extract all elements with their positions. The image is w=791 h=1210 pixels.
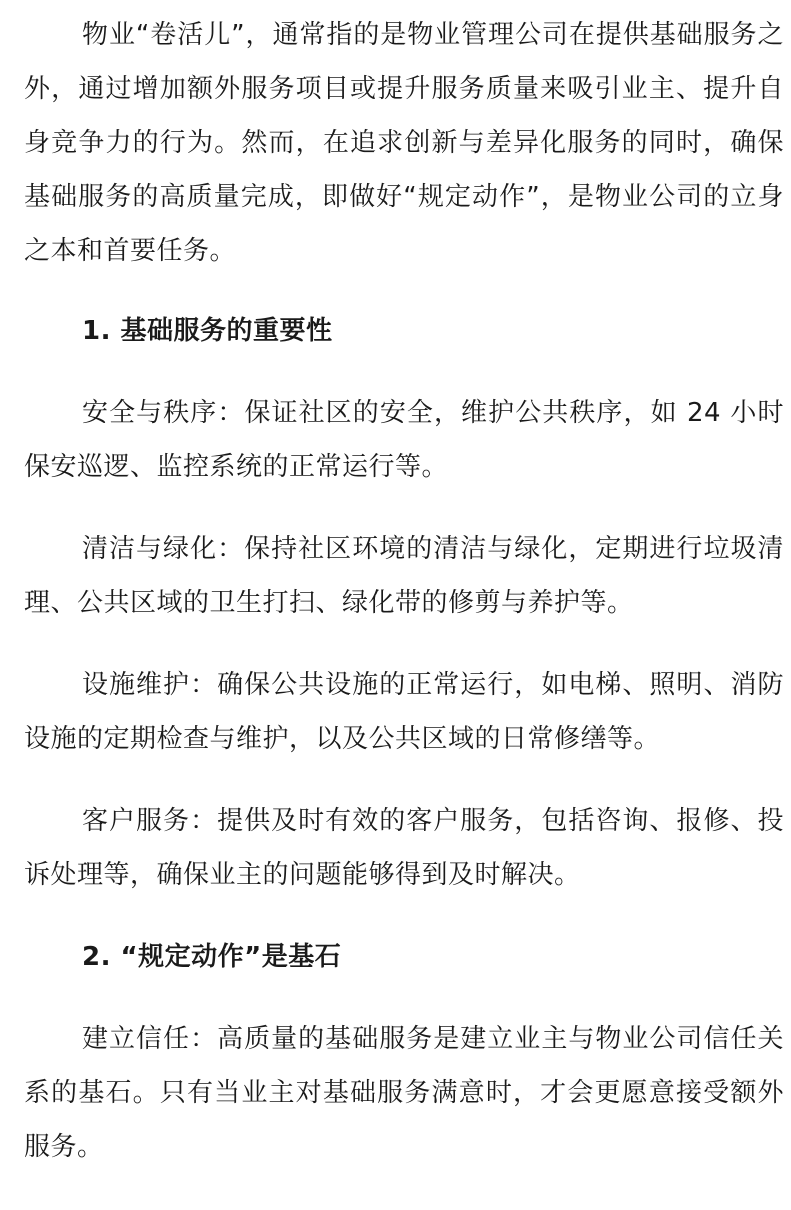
paragraph-cleaning-greening: 清洁与绿化：保持社区环境的清洁与绿化，定期进行垃圾清理、公共区域的卫生打扫、绿化带的修剪与养护等。 [24,534,784,618]
paragraph-build-trust: 建立信任：高质量的基础服务是建立业主与物业公司信任关系的基石。只有当业主对基础服务满意时，才会更愿意接受额外服务。 [24,1024,784,1162]
paragraph-customer-service: 客户服务：提供及时有效的客户服务，包括咨询、报修、投诉处理等，确保业主的问题能够得到及时解决。 [24,806,784,890]
section-1-heading: 1. 基础服务的重要性 [82,316,333,346]
document-page [24,8,784,1174]
intro-paragraph: 物业“卷活儿”，通常指的是物业管理公司在提供基础服务之外，通过增加额外服务项目或提升服务质量来吸引业主、提升自身竞争力的行为。然而，在追求创新与差异化服务的同时，确保基础服务的高质量完成，即做好“规定动作”，是物业公司的立身之本和首要任务。 [24,20,784,266]
paragraph-facility-maintenance: 设施维护：确保公共设施的正常运行，如电梯、照明、消防设施的定期检查与维护，以及公共区域的日常修缮等。 [24,670,784,754]
paragraph-safety-order: 安全与秩序：保证社区的安全，维护公共秩序，如 24 小时保安巡逻、监控系统的正常运行等。 [24,398,784,482]
section-2-heading: 2. “规定动作”是基石 [82,942,342,972]
